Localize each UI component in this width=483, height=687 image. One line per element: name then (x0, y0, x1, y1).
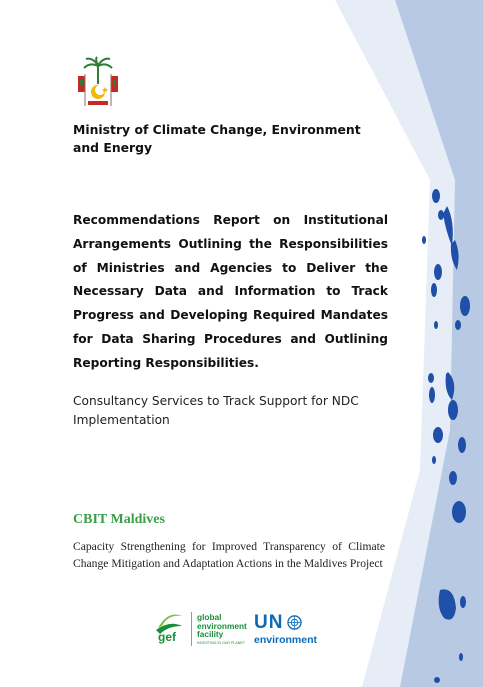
gef-name-line-3: facility (197, 629, 224, 640)
un-environment-logo (254, 612, 318, 652)
gef-name-line-2: environment (197, 620, 247, 631)
ministry-name-line-2: and Energy (73, 140, 153, 155)
consultancy-subtitle (73, 392, 403, 430)
ministry-name-line-1: Ministry of Climate Change, Environment (73, 122, 361, 137)
maldives-emblem-icon (74, 56, 122, 110)
un-globe-icon (287, 615, 302, 630)
project-description: Capacity Strengthening for Improved Transparency of Climate Change Mitigation and Adaptation Actions in the Maldives Project (73, 540, 385, 570)
un-environment-word: environment (254, 634, 318, 646)
gef-short-name: gef (158, 630, 176, 644)
consultancy-line-1: Consultancy Services to Track Support for NDC (73, 394, 359, 408)
ministry-name (73, 121, 373, 157)
gef-name-line-1: global (197, 612, 222, 622)
partner-logos (150, 606, 320, 654)
un-letters: UN (254, 612, 284, 633)
gef-divider (191, 612, 192, 646)
gef-tagline: INVESTING IN OUR PLANET (197, 641, 245, 645)
project-name: CBIT Maldives (73, 512, 165, 527)
report-title: Recommendations Report on Institutional Arrangements Outlining the Responsibilities of Ministries and Agencies to Deliver the Necessary Data and Information to Track Progress and Developing Required Mandates for Data Sharing Procedures and Outlining Reporting Responsibilities. (73, 213, 388, 370)
consultancy-line-2: Implementation (73, 413, 170, 427)
gef-full-name (197, 613, 257, 639)
